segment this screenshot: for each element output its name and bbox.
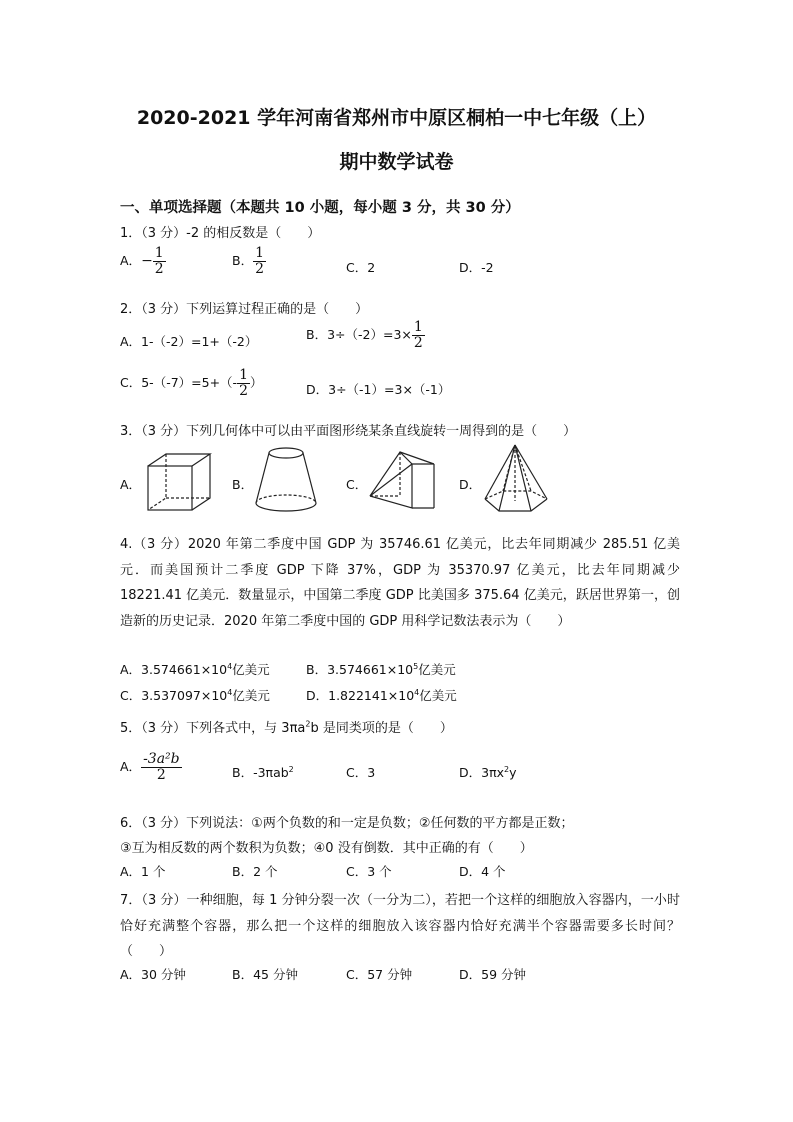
- q5-a-den: 2: [156, 767, 166, 783]
- q4-option-a: [120, 660, 270, 678]
- q5-b-pre: B．-3πab: [232, 765, 289, 780]
- q5-option-b: [232, 763, 294, 781]
- q2-c-num: 1: [239, 367, 248, 383]
- q5-a-num: -3a²b: [143, 751, 180, 767]
- q4-c-post: 亿美元: [232, 688, 270, 703]
- q4-a-post: 亿美元: [232, 662, 270, 677]
- q2-b-text: B．3÷（-2）=3×: [306, 327, 412, 342]
- q5-d-exp: 2: [504, 764, 510, 774]
- q1-a-num: 1: [154, 245, 164, 261]
- q1-a-den: 2: [154, 261, 164, 277]
- q3-stem: 3．（3 分）下列几何体中可以由平面图形绕某条直线旋转一周得到的是（ ）: [120, 424, 577, 439]
- q7-option-b: B．45 分钟: [232, 967, 298, 982]
- q5-a-label: A．: [120, 759, 142, 774]
- q2-option-d: D．3÷（-1）=3×（-1）: [306, 382, 451, 397]
- q2-c-post: ）: [250, 375, 263, 390]
- q4-c-exp: 4: [227, 687, 233, 697]
- q5-stem: [120, 717, 453, 736]
- q1-option-c: C．2: [346, 260, 376, 275]
- section-heading: 一、单项选择题（本题共 10 小题，每小题 3 分，共 30 分）: [120, 200, 520, 216]
- q2-c-pre: C．5-（-7）=5+（-: [120, 375, 238, 390]
- q6-option-b: B．2 个: [232, 864, 278, 879]
- q2-option-a: A．1-（-2）=1+（-2）: [120, 334, 258, 349]
- q4-a-exp: 4: [227, 661, 233, 671]
- q7-option-d: D．59 分钟: [459, 967, 527, 982]
- q2-option-b: [306, 320, 425, 351]
- q3-option-c: C．: [346, 477, 368, 492]
- q4-stem: 4.（3 分）2020 年第二季度中国 GDP 为 35746.61 亿美元，比去年同期减少 285.51 亿美元．而美国预计二季度 GDP 下降 37%，GDP 为 35370.97 亿美元，比去年同期减少 18221.41 亿美元．数量显示，中国第二季度 GDP 比美国多 375.64 亿美元，跃居世界第一，创造新的历史记录．2020 年第二季度中国的 GDP 用科学记数法表示为（ ）: [120, 537, 680, 629]
- q5-d-pre: D．3πx: [459, 765, 505, 780]
- q4-d-pre: D．1.822141×10: [306, 688, 415, 703]
- q6-line2: ③互为相反数的两个数积为负数；④0 没有倒数．其中正确的有（ ）: [120, 841, 533, 856]
- q4-option-d: [306, 686, 457, 704]
- exam-title-line1: 2020-2021 学年河南省郑州市中原区桐柏一中七年级（上）: [136, 107, 657, 129]
- q5-option-a: [120, 752, 182, 783]
- q2-c-fraction: [237, 368, 250, 399]
- q2-stem: 2．（3 分）下列运算过程正确的是（ ）: [120, 302, 369, 317]
- q3-option-b: B．: [232, 477, 254, 492]
- q1-option-d: D．-2: [459, 260, 494, 275]
- q5-stem-post: b 是同类项的是（ ）: [310, 721, 453, 736]
- q5-option-d: [459, 763, 517, 781]
- q4-option-c: [120, 686, 270, 704]
- q5-b-exp: 2: [288, 764, 294, 774]
- frustum-figure: [253, 445, 319, 513]
- q4-option-b: [306, 660, 456, 678]
- q5-option-c: C．3: [346, 765, 376, 780]
- q2-b-den: 2: [413, 335, 423, 351]
- q1-a-sign: −: [141, 253, 153, 269]
- q5-stem-exp: 2: [305, 719, 311, 729]
- q7-stem: 7．（3 分）一种细胞，每 1 分钟分裂一次（一分为二），若把一个这样的细胞放入容器内，一小时恰好充满整个容器，那么把一个这样的细胞放入该容器内恰好充满半个容器需要多长时间？（ ）: [120, 893, 680, 959]
- q5-stem-pre: 5．（3 分）下列各式中，与 3πa: [120, 721, 306, 736]
- q2-c-den: 2: [239, 383, 248, 399]
- q4-b-exp: 5: [413, 661, 419, 671]
- q1-option-a: [120, 246, 166, 277]
- q4-a-pre: A．3.574661×10: [120, 662, 228, 677]
- q4-c-pre: C．3.537097×10: [120, 688, 228, 703]
- q5-a-fraction: [141, 752, 182, 783]
- q6-option-d: D．4 个: [459, 864, 506, 879]
- prism-figure: [366, 446, 438, 514]
- q2-b-fraction: [412, 320, 425, 351]
- q1-stem: 1．（3 分）-2 的相反数是（ ）: [120, 226, 321, 241]
- q1-b-num: 1: [255, 245, 264, 261]
- q1-a-fraction: [153, 246, 166, 277]
- q6-option-a: A．1 个: [120, 864, 166, 879]
- q2-b-num: 1: [413, 319, 423, 335]
- q4-d-exp: 4: [414, 687, 420, 697]
- q4-b-pre: B．3.574661×10: [306, 662, 414, 677]
- q2-option-c: [120, 368, 263, 399]
- q3-option-d: D．: [459, 477, 482, 492]
- q6-option-c: C．3 个: [346, 864, 392, 879]
- q4-b-post: 亿美元: [418, 662, 456, 677]
- exam-title-line2: 期中数学试卷: [339, 151, 454, 173]
- q1-a-label: A．: [120, 253, 142, 268]
- q7-option-c: C．57 分钟: [346, 967, 413, 982]
- q3-option-a: A．: [120, 477, 142, 492]
- q7-option-a: A．30 分钟: [120, 967, 186, 982]
- cube-figure: [144, 452, 214, 512]
- q1-b-fraction: [253, 246, 266, 277]
- q4-d-post: 亿美元: [419, 688, 457, 703]
- q1-option-b: [232, 246, 266, 277]
- pyramid-figure: [481, 443, 551, 515]
- q1-b-label: B．: [232, 253, 254, 268]
- q6-line1: 6．（3 分）下列说法：①两个负数的和一定是负数；②任何数的平方都是正数；: [120, 816, 574, 831]
- q1-b-den: 2: [255, 261, 264, 277]
- q5-d-post: y: [509, 765, 517, 780]
